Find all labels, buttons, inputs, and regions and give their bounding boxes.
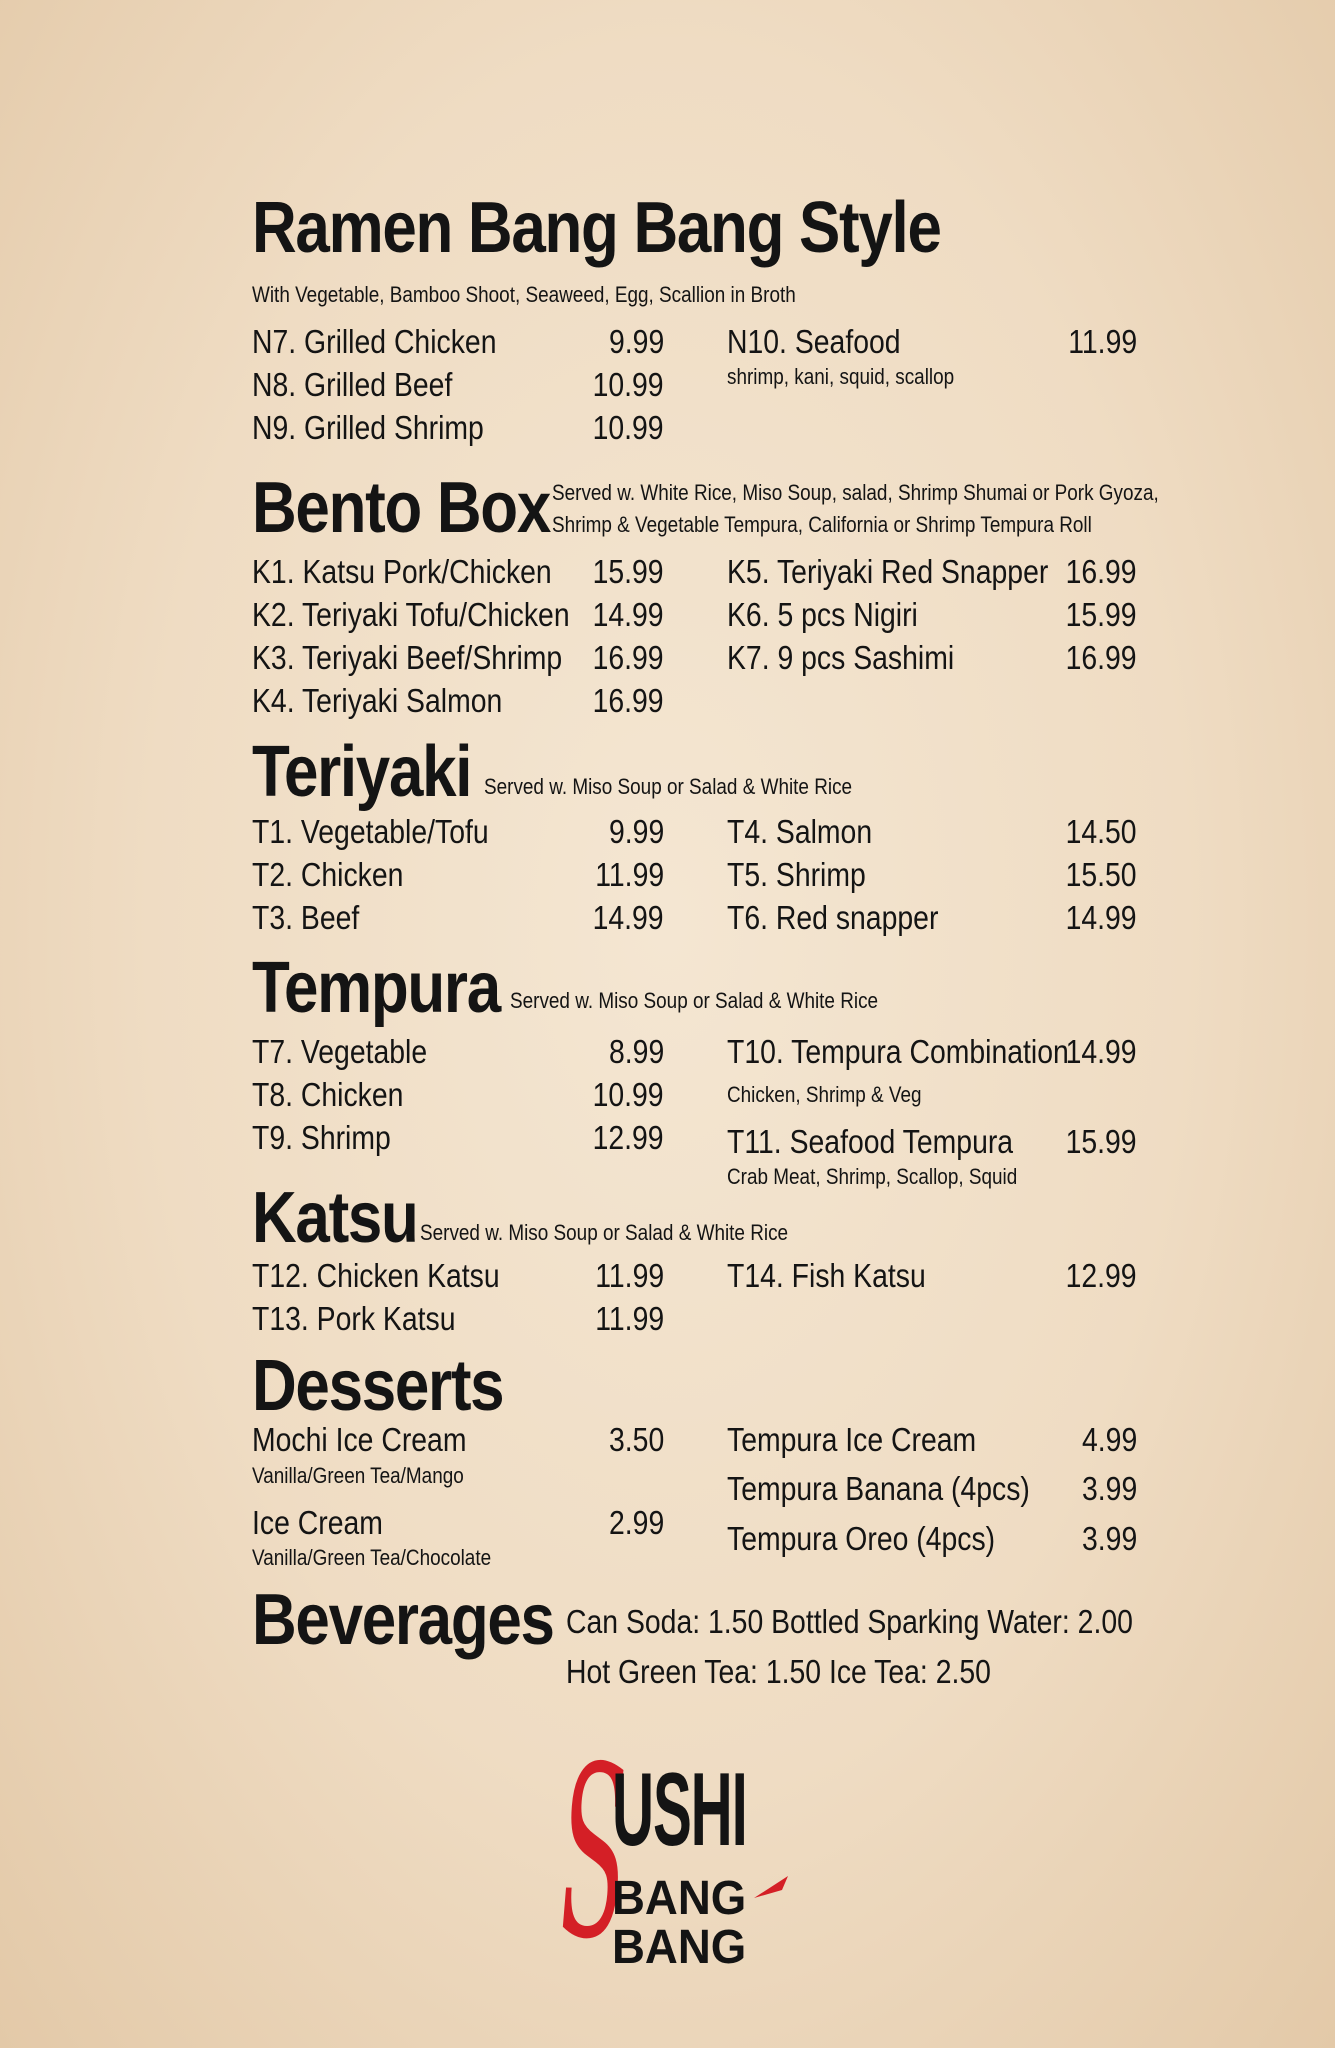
item-price: 14.99 bbox=[1065, 899, 1137, 936]
desserts-title: Desserts bbox=[252, 1346, 504, 1426]
menu-item bbox=[252, 681, 664, 721]
menu-item bbox=[727, 1420, 1137, 1460]
item-name: T11. Seafood Tempura bbox=[727, 1123, 1014, 1160]
menu-item bbox=[727, 1519, 1137, 1559]
item-price: 10.99 bbox=[592, 366, 664, 403]
item-price: 15.99 bbox=[592, 553, 664, 590]
ramen-title: Ramen Bang Bang Style bbox=[252, 188, 941, 268]
item-price: 16.99 bbox=[1065, 639, 1137, 676]
logo-bang-text: BANG bbox=[612, 1921, 747, 1974]
logo-ushi-text: USHI bbox=[612, 1752, 747, 1868]
menu-item bbox=[252, 595, 664, 635]
beverages-line1: Can Soda: 1.50 Bottled Sparking Water: 2.00 bbox=[566, 1603, 1133, 1640]
menu-item bbox=[252, 365, 664, 405]
item-name: N8. Grilled Beef bbox=[252, 366, 453, 403]
menu-item bbox=[727, 898, 1137, 938]
menu-item bbox=[252, 1299, 664, 1339]
katsu-note: Served w. Miso Soup or Salad & White Rice bbox=[420, 1220, 789, 1245]
menu-item bbox=[252, 408, 664, 448]
menu-item bbox=[252, 1075, 664, 1115]
menu-item bbox=[727, 1256, 1137, 1296]
item-name: N10. Seafood bbox=[727, 323, 901, 360]
item-name: T4. Salmon bbox=[727, 813, 873, 850]
menu-item bbox=[252, 1118, 664, 1158]
menu-item bbox=[252, 638, 664, 678]
item-name: N9. Grilled Shrimp bbox=[252, 409, 484, 446]
item-price: 12.99 bbox=[1065, 1257, 1137, 1294]
menu-item bbox=[252, 1420, 664, 1460]
item-price: 15.50 bbox=[1065, 856, 1137, 893]
logo-accent-mark bbox=[752, 1872, 792, 1902]
item-price: 3.50 bbox=[608, 1421, 664, 1458]
item-price: 16.99 bbox=[592, 639, 664, 676]
menu-item bbox=[727, 1469, 1137, 1509]
menu-item bbox=[252, 1256, 664, 1296]
item-price: 14.99 bbox=[1065, 1033, 1137, 1070]
item-name: T3. Beef bbox=[252, 899, 360, 936]
item-name: T9. Shrimp bbox=[252, 1119, 391, 1156]
item-name: K5. Teriyaki Red Snapper bbox=[727, 553, 1049, 590]
item-name: T7. Vegetable bbox=[252, 1033, 428, 1070]
item-price: 11.99 bbox=[1068, 323, 1137, 360]
item-name: Ice Cream bbox=[252, 1504, 383, 1541]
item-name: T1. Vegetable/Tofu bbox=[252, 813, 489, 850]
item-price: 4.99 bbox=[1081, 1421, 1137, 1458]
item-price: 11.99 bbox=[595, 1300, 664, 1337]
item-name: T2. Chicken bbox=[252, 856, 404, 893]
tempura-title: Tempura bbox=[252, 948, 500, 1028]
item-price: 14.50 bbox=[1065, 813, 1137, 850]
menu-item bbox=[252, 855, 664, 895]
item-name: K3. Teriyaki Beef/Shrimp bbox=[252, 639, 563, 676]
item-name: K6. 5 pcs Nigiri bbox=[727, 596, 918, 633]
menu-item bbox=[252, 898, 664, 938]
item-name: Tempura Ice Cream bbox=[727, 1421, 977, 1458]
item-price: 11.99 bbox=[595, 1257, 664, 1294]
item-price: 3.99 bbox=[1081, 1470, 1137, 1507]
menu-item bbox=[727, 1032, 1137, 1072]
item-description: Chicken, Shrimp & Veg bbox=[727, 1082, 922, 1107]
item-name: Tempura Oreo (4pcs) bbox=[727, 1520, 996, 1557]
item-name: K4. Teriyaki Salmon bbox=[252, 682, 503, 719]
item-name: T8. Chicken bbox=[252, 1076, 404, 1113]
item-name: T10. Tempura Combination bbox=[727, 1033, 1069, 1070]
bento-note-line2: Shrimp & Vegetable Tempura, California or Shrimp Tempura Roll bbox=[552, 512, 1092, 537]
menu-item bbox=[727, 855, 1137, 895]
item-price: 3.99 bbox=[1081, 1520, 1137, 1557]
menu-item bbox=[727, 638, 1137, 678]
item-price: 9.99 bbox=[608, 323, 664, 360]
item-price: 8.99 bbox=[608, 1033, 664, 1070]
menu-item bbox=[252, 1032, 664, 1072]
item-name: Mochi Ice Cream bbox=[252, 1421, 467, 1458]
ramen-note: With Vegetable, Bamboo Shoot, Seaweed, Egg, Scallion in Broth bbox=[252, 282, 796, 307]
item-name: K1. Katsu Pork/Chicken bbox=[252, 553, 552, 590]
item-price: 9.99 bbox=[608, 813, 664, 850]
menu-item bbox=[252, 1503, 664, 1543]
menu-item bbox=[252, 322, 664, 362]
item-name: T13. Pork Katsu bbox=[252, 1300, 456, 1337]
katsu-title: Katsu bbox=[252, 1178, 418, 1258]
teriyaki-note: Served w. Miso Soup or Salad & White Rice bbox=[484, 774, 853, 799]
item-description: Crab Meat, Shrimp, Scallop, Squid bbox=[727, 1164, 1018, 1189]
item-description: Vanilla/Green Tea/Chocolate bbox=[252, 1545, 492, 1570]
item-name: T12. Chicken Katsu bbox=[252, 1257, 500, 1294]
menu-item bbox=[727, 322, 1137, 362]
sushi-bang-bang-logo bbox=[560, 1716, 800, 1991]
logo-bang-text: BANG bbox=[612, 1872, 747, 1925]
item-description: Vanilla/Green Tea/Mango bbox=[252, 1463, 464, 1488]
item-name: Tempura Banana (4pcs) bbox=[727, 1470, 1030, 1507]
item-name: K7. 9 pcs Sashimi bbox=[727, 639, 955, 676]
item-name: T6. Red snapper bbox=[727, 899, 939, 936]
item-price: 15.99 bbox=[1065, 1123, 1137, 1160]
logo-s-letter: S bbox=[560, 1716, 628, 1991]
menu-item bbox=[727, 552, 1137, 592]
menu-item bbox=[252, 812, 664, 852]
beverages-title: Beverages bbox=[252, 1580, 554, 1660]
item-price: 12.99 bbox=[592, 1119, 664, 1156]
item-price: 14.99 bbox=[592, 899, 664, 936]
item-price: 15.99 bbox=[1065, 596, 1137, 633]
tempura-note: Served w. Miso Soup or Salad & White Rice bbox=[510, 988, 879, 1013]
item-price: 16.99 bbox=[1065, 553, 1137, 590]
teriyaki-title: Teriyaki bbox=[252, 732, 472, 812]
item-price: 14.99 bbox=[592, 596, 664, 633]
item-price: 16.99 bbox=[592, 682, 664, 719]
item-description: shrimp, kani, squid, scallop bbox=[727, 364, 955, 389]
menu-item bbox=[727, 812, 1137, 852]
menu-item bbox=[252, 552, 664, 592]
item-price: 2.99 bbox=[608, 1504, 664, 1541]
item-name: K2. Teriyaki Tofu/Chicken bbox=[252, 596, 570, 633]
beverages-line2: Hot Green Tea: 1.50 Ice Tea: 2.50 bbox=[566, 1653, 991, 1690]
item-price: 10.99 bbox=[592, 1076, 664, 1113]
bento-title: Bento Box bbox=[252, 468, 550, 548]
item-name: N7. Grilled Chicken bbox=[252, 323, 497, 360]
menu-item bbox=[727, 595, 1137, 635]
item-name: T14. Fish Katsu bbox=[727, 1257, 926, 1294]
item-price: 10.99 bbox=[592, 409, 664, 446]
menu-item bbox=[727, 1122, 1137, 1162]
bento-note-line1: Served w. White Rice, Miso Soup, salad, Shrimp Shumai or Pork Gyoza, bbox=[552, 480, 1159, 505]
item-name: T5. Shrimp bbox=[727, 856, 866, 893]
item-price: 11.99 bbox=[595, 856, 664, 893]
